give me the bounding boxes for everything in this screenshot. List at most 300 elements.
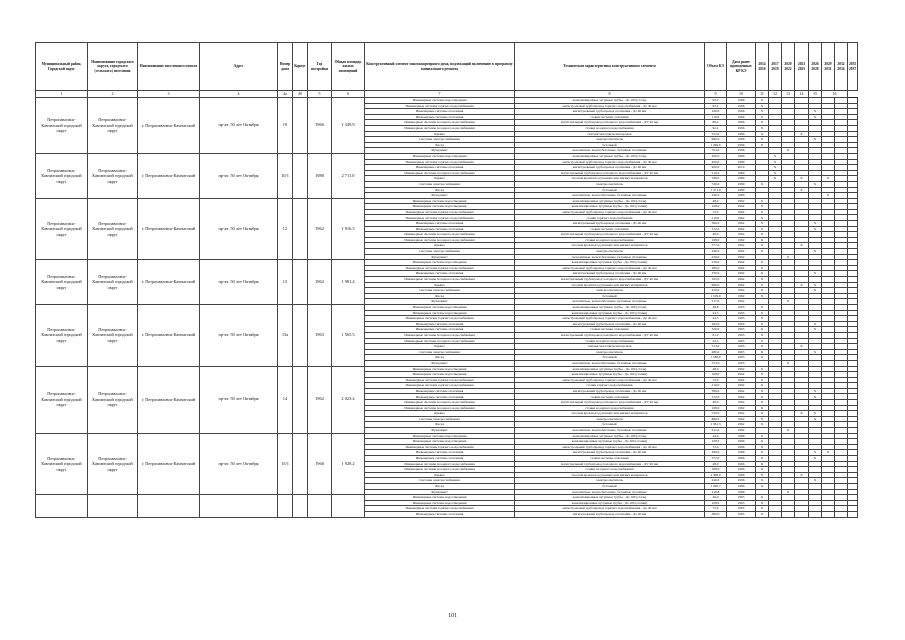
prev-repair-cell: 1966 bbox=[727, 467, 756, 473]
corpus-cell bbox=[293, 304, 308, 366]
settlement-cell: Петропавловск-Камчатский городской округ bbox=[88, 366, 138, 433]
element-cell: Инженерные системы холодного водоснабжения bbox=[365, 232, 515, 238]
period-mark-cell: X bbox=[769, 153, 782, 159]
volume-cell: 360,0 bbox=[705, 221, 727, 227]
characteristic-cell: магистральный трубопровод горячего водоснабжения - До 40 мм bbox=[515, 159, 705, 165]
locality-cell: г. Петропавловск-Камчатский bbox=[138, 198, 200, 260]
period-mark-cell: X bbox=[756, 109, 769, 115]
period-mark-cell: X bbox=[756, 282, 769, 288]
characteristic-cell: магистральный трубопровод отопления - До 40 мм bbox=[515, 321, 705, 327]
period-mark-cell: X bbox=[756, 288, 769, 294]
characteristic-cell: стояки системы отопления bbox=[515, 226, 705, 232]
volume-cell: 1 209,7 bbox=[705, 483, 727, 489]
prev-repair-cell: 1963 bbox=[727, 349, 756, 355]
element-cell: Системы электроснабжения bbox=[365, 478, 515, 484]
volume-cell: 48,0 bbox=[705, 232, 727, 238]
characteristic-cell: электроосветитель bbox=[515, 288, 705, 294]
prev-repair-cell: 2010 bbox=[727, 165, 756, 171]
house-group bbox=[36, 260, 858, 305]
column-number: 1 bbox=[36, 91, 88, 98]
element-cell: Инженерные системы отопления bbox=[365, 226, 515, 232]
period-mark-cell: X bbox=[756, 472, 769, 478]
element-cell: Инженерные системы горячего водоснабжения bbox=[365, 383, 515, 389]
volume-cell: 553,0 bbox=[705, 360, 727, 366]
prev-repair-cell: 1963 bbox=[727, 344, 756, 350]
district-cell: Петропавловск-Камчатский городской округ bbox=[36, 304, 88, 366]
element-cell: Инженерные системы горячего водоснабжения bbox=[365, 265, 515, 271]
build-year-cell: 1962 bbox=[308, 366, 332, 433]
characteristic-cell: скатная металлическая кровля bbox=[515, 131, 705, 137]
element-cell: Инженерные системы горячего водоснабжения bbox=[365, 159, 515, 165]
prev-repair-cell: 1962 bbox=[727, 209, 756, 215]
element-cell: Фасад bbox=[365, 355, 515, 361]
period-mark-cell: X bbox=[809, 288, 822, 294]
address-cell: пр-кт. 50 лет Октября bbox=[200, 433, 278, 495]
volume-cell: 108,0 bbox=[705, 237, 727, 243]
prev-repair-cell: 1962 bbox=[727, 377, 756, 383]
house-number-cell: 10/1 bbox=[278, 153, 293, 198]
prev-repair-cell: 1963 bbox=[727, 321, 756, 327]
element-cell: Инженерные системы отопления bbox=[365, 450, 515, 456]
prev-repair-cell: 1966 bbox=[727, 439, 756, 445]
element-cell: Фундамент bbox=[365, 148, 515, 154]
element-cell: Инженерные системы горячего водоснабжения bbox=[365, 506, 515, 512]
period-mark-cell: X bbox=[756, 198, 769, 204]
column-number: 9 bbox=[705, 91, 727, 98]
period-mark-cell: X bbox=[756, 478, 769, 484]
address-cell: пр-кт. 50 лет Октября bbox=[200, 153, 278, 198]
column-number: 4 bbox=[200, 91, 278, 98]
period-mark-cell: X bbox=[756, 304, 769, 310]
period-mark-cell: X bbox=[756, 355, 769, 361]
period-mark-cell bbox=[795, 511, 809, 517]
prev-repair-cell: 1962 bbox=[727, 249, 756, 255]
volume-cell: 400,0 bbox=[705, 159, 727, 165]
characteristic-cell: магистральный трубопровод холодного водоснабжения - ДУ 40 мм bbox=[515, 232, 705, 238]
house-number-cell: 13 bbox=[278, 260, 293, 305]
volume-cell: 72,0 bbox=[705, 506, 727, 512]
characteristic-cell: монолитные, железобетонные, бетонные сплошные bbox=[515, 489, 705, 495]
characteristic-cell: магистральный трубопровод отопления - До 40 мм bbox=[515, 221, 705, 227]
district-cell: Петропавловск-Камчатский городской округ bbox=[36, 198, 88, 260]
element-cell: Инженерные системы водоотведения bbox=[365, 500, 515, 506]
characteristic-cell: канализационные чугунные трубы - До 100 (сталь) bbox=[515, 98, 705, 104]
period-mark-cell: X bbox=[822, 193, 835, 199]
period-mark-cell: X bbox=[795, 344, 809, 350]
element-cell: Инженерные системы холодного водоснабжения bbox=[365, 170, 515, 176]
characteristic-cell: стояки холодного водоснабжения bbox=[515, 125, 705, 131]
district-cell: Петропавловск-Камчатский городской округ bbox=[36, 98, 88, 154]
characteristic-cell: магистральный трубопровод холодного водоснабжения - ДУ 40 мм bbox=[515, 120, 705, 126]
prev-repair-cell: 1962 bbox=[727, 372, 756, 378]
volume-cell: 108,0 bbox=[705, 405, 727, 411]
element-cell: Фасад bbox=[365, 483, 515, 489]
prev-repair-cell: 1962 bbox=[727, 428, 756, 434]
column-header: 2032 2034 bbox=[835, 43, 848, 91]
prev-repair-cell: 1963 bbox=[727, 332, 756, 338]
volume-cell: 48,0 bbox=[705, 461, 727, 467]
period-mark-cell: X bbox=[795, 282, 809, 288]
element-cell: Системы электроснабжения bbox=[365, 137, 515, 143]
characteristic-cell: плоская кровля из рулонных или мягких материалов bbox=[515, 282, 705, 288]
volume-cell: 1 408,0 bbox=[705, 472, 727, 478]
volume-cell: 1 361,3 bbox=[705, 422, 727, 428]
period-mark-cell: X bbox=[822, 450, 835, 456]
volume-cell: 48,2 bbox=[705, 198, 727, 204]
period-mark-cell: X bbox=[756, 260, 769, 266]
prev-repair-cell: 1962 bbox=[727, 400, 756, 406]
locality-cell: г. Петропавловск-Камчатский bbox=[138, 366, 200, 433]
characteristic-cell: канализационные чугунные трубы - До 100 (стояки) bbox=[515, 310, 705, 316]
volume-cell: 372,0 bbox=[705, 456, 727, 462]
period-mark-cell: X bbox=[756, 232, 769, 238]
period-mark-cell: X bbox=[756, 506, 769, 512]
period-mark-cell: X bbox=[756, 416, 769, 422]
characteristic-cell: стояки системы отопления bbox=[515, 394, 705, 400]
locality-cell bbox=[138, 495, 200, 517]
characteristic-cell: канализационные чугунные трубы - До 100 (стояки) bbox=[515, 500, 705, 506]
column-header: Номер дома bbox=[278, 43, 293, 91]
element-cell: Крыша bbox=[365, 411, 515, 417]
house-group bbox=[36, 495, 858, 517]
period-mark-cell: X bbox=[756, 383, 769, 389]
document-page bbox=[35, 42, 857, 518]
district-cell bbox=[36, 495, 88, 517]
period-mark-cell: X bbox=[756, 338, 769, 344]
period-mark-cell: X bbox=[756, 249, 769, 255]
column-header: 2035 2037 bbox=[848, 43, 858, 91]
settlement-cell: Петропавловск-Камчатский городской округ bbox=[88, 153, 138, 198]
characteristic-cell: электроосветитель bbox=[515, 249, 705, 255]
prev-repair-cell: 1966 bbox=[727, 148, 756, 154]
period-mark-cell: X bbox=[795, 176, 809, 182]
volume-cell: 1 296,0 bbox=[705, 142, 727, 148]
characteristic-cell: скатная металлическая кровля bbox=[515, 344, 705, 350]
column-number: 12 bbox=[769, 91, 782, 98]
element-cell: Инженерные системы отопления bbox=[365, 456, 515, 462]
volume-cell: 900,0 bbox=[705, 165, 727, 171]
prev-repair-cell: 1966 bbox=[727, 98, 756, 104]
prev-repair-cell: 1980 bbox=[727, 181, 756, 187]
prev-repair-cell: 1966 bbox=[727, 489, 756, 495]
volume-cell: 360,0 bbox=[705, 388, 727, 394]
period-mark-cell: X bbox=[809, 282, 822, 288]
locality-cell: г. Петропавловск-Камчатский bbox=[138, 98, 200, 154]
address-cell: пр-кт. 50 лет Октября bbox=[200, 98, 278, 154]
element-cell: Инженерные системы горячего водоснабжения bbox=[365, 444, 515, 450]
element-cell: Фасад bbox=[365, 142, 515, 148]
house-number-cell bbox=[278, 495, 293, 517]
volume-cell: 1 271,0 bbox=[705, 187, 727, 193]
characteristic-cell: магистральный трубопровод горячего водоснабжения - До 40 мм bbox=[515, 377, 705, 383]
volume-cell: 480,0 bbox=[705, 349, 727, 355]
element-cell: Фундамент bbox=[365, 428, 515, 434]
prev-repair-cell: 1963 bbox=[727, 338, 756, 344]
volume-cell: 92,2 bbox=[705, 98, 727, 104]
volume-cell: 81,2 bbox=[705, 332, 727, 338]
element-cell: Фасад bbox=[365, 187, 515, 193]
characteristic-cell: магистральный трубопровод отопления - До 40 мм bbox=[515, 450, 705, 456]
volume-cell: 360,0 bbox=[705, 450, 727, 456]
column-header: 2026 2028 bbox=[809, 43, 822, 91]
period-mark-cell: X bbox=[809, 271, 822, 277]
characteristic-cell: магистральный трубопровод отопления - До 40 мм bbox=[515, 165, 705, 171]
prev-repair-cell: 1963 bbox=[727, 355, 756, 361]
prev-repair-cell: 1965 bbox=[727, 511, 756, 517]
volume-cell: 24,5 bbox=[705, 310, 727, 316]
volume-cell: 219,8 bbox=[705, 489, 727, 495]
characteristic-cell: электроосветитель bbox=[515, 478, 705, 484]
characteristic-cell: монолитные, железобетонные, бетонные сплошные bbox=[515, 254, 705, 260]
period-mark-cell: X bbox=[809, 388, 822, 394]
prev-repair-cell: 1963 bbox=[727, 304, 756, 310]
volume-cell: 108,0 bbox=[705, 439, 727, 445]
element-cell: Инженерные системы холодного водоснабжения bbox=[365, 277, 515, 283]
volume-cell: 72,0 bbox=[705, 377, 727, 383]
element-cell: Инженерные системы горячего водоснабжения bbox=[365, 377, 515, 383]
volume-cell: 240,0 bbox=[705, 249, 727, 255]
volume-cell: 240,0 bbox=[705, 478, 727, 484]
element-cell: Инженерные системы водоотведения bbox=[365, 204, 515, 210]
characteristic-cell: бетонный bbox=[515, 187, 705, 193]
volume-cell: 44,0 bbox=[705, 433, 727, 439]
characteristic-cell: магистральный трубопровод горячего водоснабжения - До 40 мм bbox=[515, 506, 705, 512]
volume-cell: 666,0 bbox=[705, 282, 727, 288]
column-header: Адрес bbox=[200, 43, 278, 91]
prev-repair-cell: 1962 bbox=[727, 422, 756, 428]
period-mark-cell: X bbox=[795, 243, 809, 249]
period-mark-cell: X bbox=[756, 221, 769, 227]
element-cell: Инженерные системы холодного водоснабжения bbox=[365, 467, 515, 473]
column-number: 16 bbox=[822, 91, 848, 98]
volume-cell: 860,0 bbox=[705, 416, 727, 422]
volume-cell: 760,0 bbox=[705, 176, 727, 182]
prev-repair-cell: 1966 bbox=[727, 456, 756, 462]
address-cell: пр-кт. 50 лет Октября bbox=[200, 366, 278, 433]
period-mark-cell: X bbox=[809, 450, 822, 456]
district-cell: Петропавловск-Камчатский городской округ bbox=[36, 366, 88, 433]
characteristic-cell: стояки горячего водоснабжения bbox=[515, 215, 705, 221]
corpus-cell bbox=[293, 260, 308, 305]
period-mark-cell: X bbox=[756, 265, 769, 271]
characteristic-cell: магистральный трубопровод холодного водоснабжения - ДУ 40 мм bbox=[515, 170, 705, 176]
build-year-cell: 1962 bbox=[308, 260, 332, 305]
period-mark-cell: X bbox=[756, 103, 769, 109]
element-cell: Системы электроснабжения bbox=[365, 181, 515, 187]
corpus-cell bbox=[293, 98, 308, 154]
column-header: 2020 2022 bbox=[782, 43, 795, 91]
house-group bbox=[36, 304, 858, 366]
period-mark-cell: X bbox=[795, 131, 809, 137]
prev-repair-cell: 1966 bbox=[727, 125, 756, 131]
address-cell: пр-кт. 50 лет Октября bbox=[200, 304, 278, 366]
volume-cell: 24,5 bbox=[705, 338, 727, 344]
period-mark-cell: X bbox=[769, 159, 782, 165]
element-cell: Инженерные системы горячего водоснабжения bbox=[365, 316, 515, 322]
characteristic-cell: стояки холодного водоснабжения bbox=[515, 405, 705, 411]
volume-cell: 108,0 bbox=[705, 467, 727, 473]
prev-repair-cell: 1980 bbox=[727, 153, 756, 159]
volume-cell: 24,5 bbox=[705, 316, 727, 322]
period-mark-cell: X bbox=[756, 142, 769, 148]
element-cell: Инженерные системы отопления bbox=[365, 271, 515, 277]
characteristic-cell: магистральный трубопровод горячего водоснабжения - До 40 мм bbox=[515, 103, 705, 109]
period-mark-cell: X bbox=[782, 299, 795, 305]
period-mark-cell: X bbox=[756, 215, 769, 221]
period-mark-cell: X bbox=[756, 125, 769, 131]
element-cell: Инженерные системы отопления bbox=[365, 388, 515, 394]
characteristic-cell: магистральный трубопровод холодного водоснабжения - ДУ 40 мм bbox=[515, 400, 705, 406]
characteristic-cell: магистральный трубопровод холодного водоснабжения - ДУ 40 мм bbox=[515, 277, 705, 283]
characteristic-cell: канализационные чугунные трубы - До 100 (сталь) bbox=[515, 433, 705, 439]
element-cell: Инженерные системы водоотведения bbox=[365, 304, 515, 310]
prev-repair-cell: 1966 bbox=[727, 137, 756, 143]
prev-repair-cell: 1963 bbox=[727, 310, 756, 316]
characteristic-cell: бетонный bbox=[515, 422, 705, 428]
characteristic-cell: электроосветитель bbox=[515, 137, 705, 143]
element-cell: Инженерные системы отопления bbox=[365, 511, 515, 517]
repair-program-table bbox=[35, 42, 858, 518]
period-mark-cell: X bbox=[809, 114, 822, 120]
column-number: 8 bbox=[515, 91, 705, 98]
volume-cell: 46,0 bbox=[705, 495, 727, 501]
period-mark-cell: X bbox=[809, 411, 822, 417]
period-mark-cell: X bbox=[756, 344, 769, 350]
volume-cell: 372,0 bbox=[705, 226, 727, 232]
prev-repair-cell: 1966 bbox=[727, 461, 756, 467]
period-mark-cell: X bbox=[756, 372, 769, 378]
element-cell: Крыша bbox=[365, 176, 515, 182]
characteristic-cell: магистральный трубопровод холодного водоснабжения - ДУ 40 мм bbox=[515, 461, 705, 467]
period-mark-cell: X bbox=[756, 137, 769, 143]
page-number: 101 bbox=[448, 613, 457, 619]
element-cell: Инженерные системы отопления bbox=[365, 109, 515, 115]
address-cell bbox=[200, 495, 278, 517]
characteristic-cell: электроосветитель bbox=[515, 349, 705, 355]
element-cell: Инженерные системы водоотведения bbox=[365, 372, 515, 378]
prev-repair-cell: 1965 bbox=[727, 500, 756, 506]
period-mark-cell: X bbox=[756, 500, 769, 506]
volume-cell: 220,0 bbox=[705, 254, 727, 260]
period-mark-cell: X bbox=[809, 321, 822, 327]
element-cell: Крыша bbox=[365, 243, 515, 249]
living-area-cell: 1 981.4 bbox=[332, 260, 365, 305]
period-mark-cell: X bbox=[756, 366, 769, 372]
characteristic-cell: бетонный bbox=[515, 483, 705, 489]
element-cell: Инженерные системы холодного водоснабжения bbox=[365, 400, 515, 406]
period-mark-cell: X bbox=[756, 120, 769, 126]
period-mark-cell: X bbox=[769, 170, 782, 176]
volume-cell: 326,0 bbox=[705, 327, 727, 333]
element-cell: Инженерные системы холодного водоснабжения bbox=[365, 332, 515, 338]
period-mark-cell bbox=[809, 511, 822, 517]
column-header: Объем КЭ bbox=[705, 43, 727, 91]
prev-repair-cell: 1962 bbox=[727, 254, 756, 260]
element-cell: Инженерные системы отопления bbox=[365, 114, 515, 120]
period-mark-cell: X bbox=[809, 456, 822, 462]
settlement-cell bbox=[88, 495, 138, 517]
address-cell: пр-кт. 50 лет Октября bbox=[200, 198, 278, 260]
period-mark-cell: X bbox=[756, 349, 769, 355]
characteristic-cell: магистральный трубопровод отопления - До 40 мм bbox=[515, 109, 705, 115]
period-mark-cell: X bbox=[822, 176, 835, 182]
characteristic-cell: канализационные чугунные трубы - До 100 (сталь) bbox=[515, 304, 705, 310]
period-mark-cell: X bbox=[756, 327, 769, 333]
period-mark-cell: X bbox=[756, 388, 769, 394]
prev-repair-cell: 1980 bbox=[727, 159, 756, 165]
volume-cell: 48,0 bbox=[705, 366, 727, 372]
volume-cell: 221,0 bbox=[705, 428, 727, 434]
element-cell: Фундамент bbox=[365, 489, 515, 495]
characteristic-cell: канализационные чугунные трубы - До 100 (стояки) bbox=[515, 204, 705, 210]
period-mark-cell: X bbox=[756, 405, 769, 411]
column-header: Дата ранее проведенных КР КЭ bbox=[727, 43, 756, 91]
house-number-cell: 12 bbox=[278, 198, 293, 260]
characteristic-cell: канализационные чугунные трубы - До 100 (стояки) bbox=[515, 439, 705, 445]
build-year-cell: 1963 bbox=[308, 304, 332, 366]
element-cell: Инженерные системы отопления bbox=[365, 327, 515, 333]
volume-cell: 210,0 bbox=[705, 170, 727, 176]
prev-repair-cell: 1962 bbox=[727, 299, 756, 305]
element-cell: Системы электроснабжения bbox=[365, 288, 515, 294]
prev-repair-cell: 1966 bbox=[727, 450, 756, 456]
element-cell: Системы электроснабжения bbox=[365, 416, 515, 422]
locality-cell: г. Петропавловск-Камчатский bbox=[138, 433, 200, 495]
prev-repair-cell: 1962 bbox=[727, 293, 756, 299]
period-mark-cell: X bbox=[756, 271, 769, 277]
characteristic-cell: монолитные, железобетонные, бетонные сплошные bbox=[515, 193, 705, 199]
table-header-row bbox=[36, 43, 858, 91]
characteristic-cell: канализационные чугунные трубы - До 100 (сталь) bbox=[515, 153, 705, 159]
characteristic-cell: монолитные, железобетонные, бетонные сплошные bbox=[515, 360, 705, 366]
volume-cell: 108,0 bbox=[705, 500, 727, 506]
column-number: 2 bbox=[88, 91, 138, 98]
prev-repair-cell: 1980 bbox=[727, 187, 756, 193]
element-cell: Крыша bbox=[365, 472, 515, 478]
settlement-cell: Петропавловск-Камчатский городской округ bbox=[88, 198, 138, 260]
column-number: 10 bbox=[727, 91, 756, 98]
column-header: 2029 2031 bbox=[822, 43, 835, 91]
prev-repair-cell: 1962 bbox=[727, 411, 756, 417]
volume-cell: 72,0 bbox=[705, 209, 727, 215]
volume-cell: 350,0 bbox=[705, 271, 727, 277]
district-cell: Петропавловск-Камчатский городской округ bbox=[36, 153, 88, 198]
period-mark-cell: X bbox=[782, 148, 795, 154]
column-header: 2014 2016 bbox=[756, 43, 769, 91]
characteristic-cell: плоская кровля из рулонных или мягких материалов bbox=[515, 176, 705, 182]
period-mark-cell: X bbox=[809, 109, 822, 115]
period-mark-cell: X bbox=[756, 332, 769, 338]
characteristic-cell: электроосветитель bbox=[515, 416, 705, 422]
element-cell: Инженерные системы холодного водоснабжения bbox=[365, 125, 515, 131]
period-mark-cell: X bbox=[809, 181, 822, 187]
volume-cell: 92,2 bbox=[705, 125, 727, 131]
column-header: Конструктивный элемент многоквартирного дома, подлежащий включению в программу капитального ремонта bbox=[365, 43, 515, 91]
characteristic-cell: стояки системы отопления bbox=[515, 456, 705, 462]
element-cell: Инженерные системы отопления bbox=[365, 165, 515, 171]
volume-cell: 577,0 bbox=[705, 243, 727, 249]
volume-cell: 553,0 bbox=[705, 148, 727, 154]
prev-repair-cell: 1962 bbox=[727, 405, 756, 411]
prev-repair-cell: 1962 bbox=[727, 215, 756, 221]
locality-cell: г. Петропавловск-Камчатский bbox=[138, 304, 200, 366]
column-number: 15 bbox=[809, 91, 822, 98]
volume-cell: 119,6 bbox=[705, 114, 727, 120]
volume-cell: 1 109,0 bbox=[705, 293, 727, 299]
characteristic-cell: стояки горячего водоснабжения bbox=[515, 383, 705, 389]
house-group bbox=[36, 98, 858, 154]
column-header: Корпус bbox=[293, 43, 308, 91]
